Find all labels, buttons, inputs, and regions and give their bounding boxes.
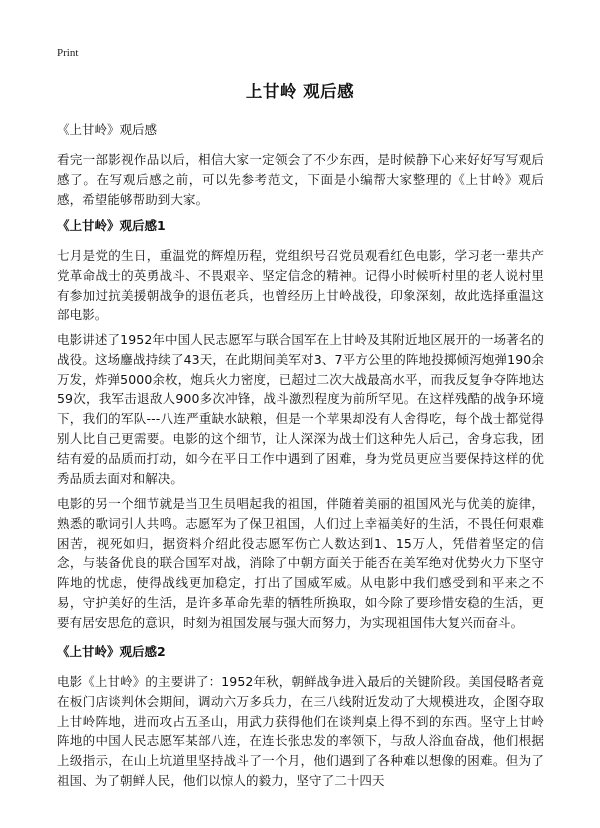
section1-paragraph-1: 七月是党的生日，重温党的辉煌历程，党组织号召党员观看红色电影，学习老一辈共产党革命战士的英勇战斗、不畏艰辛、坚定信念的精神。记得小时候听村里的老人说村里有参加过抗美援朝战争的退伍老兵，也曾经历上甘岭战役，印象深刻，故此选择重温这部电影。 xyxy=(57,248,544,323)
section2-paragraph-1: 电影《上甘岭》的主要讲了：1952年秋，朝鲜战争进入最后的关键阶段。美国侵略者竟在板门店谈判休会期间，调动六万多兵力，在三八线附近发动了大规模进攻，企图夺取上甘岭阵地，进而攻占五圣山，用武力获得他们在谈判桌上得不到的东西。坚守上甘岭阵地的中国人民志愿军某部八连，在连长张忠发的率领下，与敌人浴血奋战，他们根据上级指示，在山上坑道里坚持战斗了一个月，他们遇到了各种难以想像的困难。但为了祖国、为了朝鲜人民，他们以惊人的毅力，坚守了二十四天 xyxy=(57,674,544,788)
section-heading-1: 《上甘岭》观后感1 xyxy=(57,218,166,233)
section1-paragraph-2: 电影讲述了1952年中国人民志愿军与联合国军在上甘岭及其附近地区展开的一场著名的战役。这场鏖战持续了43天，在此期间美军对3、7平方公里的阵地投掷倾泻炮弹190余万发，炸弹5000余枚，炮兵火力密度，已超过二次大战最高水平，而我反复争夺阵地达59次，我军击退敌人900多次冲锋，战斗激烈程度为前所罕见。在这样残酷的战争环境下，我们的军队---八连严重缺水缺粮，但是一个苹果却没有人舍得吃，每个战士都觉得别人比自己更需要。电影的这个细节，让人深深为战士们这种先人后己，舍身忘我，团结有爱的品质而打动，如今在平日工作中遇到了困难，身为党员更应当要保持这样的优秀品质去面对和解决。 xyxy=(57,332,544,486)
section-heading-2: 《上甘岭》观后感2 xyxy=(57,644,166,659)
print-link[interactable]: Print xyxy=(57,47,79,59)
page-title: 上甘岭 观后感 xyxy=(245,82,355,101)
article-subtitle: 《上甘岭》观后感 xyxy=(57,122,158,137)
section1-paragraph-3: 电影的另一个细节就是当卫生员唱起我的祖国，伴随着美丽的祖国风光与优美的旋律，熟悉的歌词引人共鸣。志愿军为了保卫祖国，人们过上幸福美好的生活，不畏任何艰难困苦，视死如归，据资料介绍此役志愿军伤亡人数达到1、15万人，凭借着坚定的信念，与装备优良的联合国军对战，消除了中朝方面关于能否在美军绝对优势火力下坚守阵地的忧虑，使得战线更加稳定，打出了国威军威。从电影中我们感受到和平来之不易，守护美好的生活，是许多革命先辈的牺牲所换取，如今除了要珍惜安稳的生活，更要有居安思危的意识，时刻为祖国发展与强大而努力，为实现祖国伟大复兴而奋斗。 xyxy=(57,496,544,630)
intro-paragraph: 看完一部影视作品以后，相信大家一定领会了不少东西，是时候静下心来好好写写观后感了。在写观后感之前，可以先参考范文，下面是小编帮大家整理的《上甘岭》观后感，希望能够帮助到大家。 xyxy=(57,152,544,207)
